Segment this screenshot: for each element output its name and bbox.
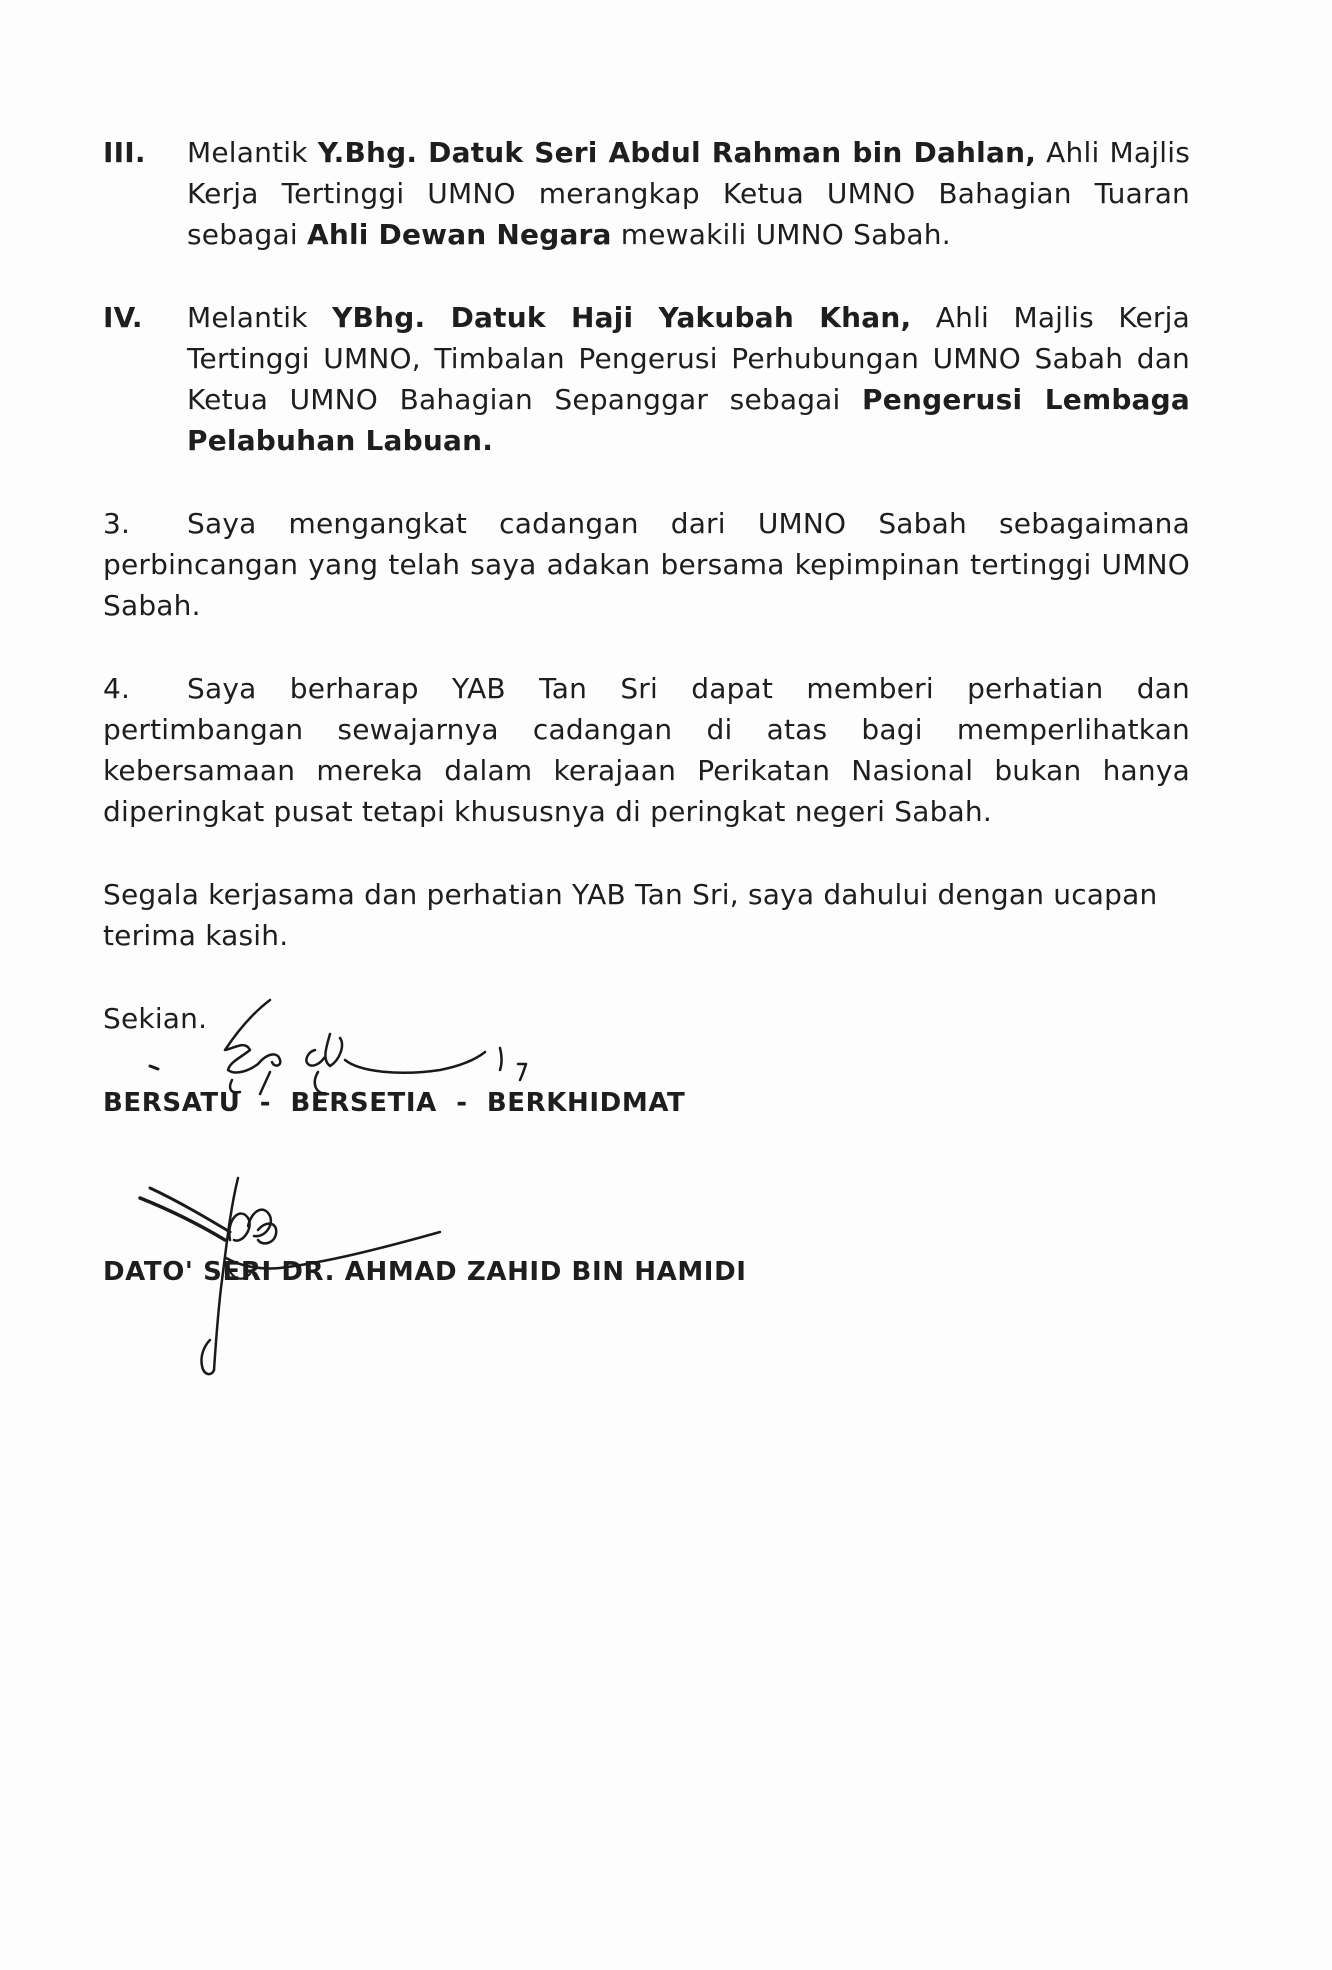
text-run-bold: YBhg. Datuk Haji Yakubah Khan, xyxy=(332,301,912,334)
signatory-name: DATO' SERI DR. AHMAD ZAHID BIN HAMIDI xyxy=(103,1257,747,1287)
text-run-bold: Y.Bhg. Datuk Seri Abdul Rahman bin Dahlan, xyxy=(317,136,1037,169)
paragraph-4 xyxy=(103,668,1190,832)
letter-body xyxy=(103,132,1190,1293)
closing-paragraph: Segala kerjasama dan perhatian YAB Tan Sri, saya dahului dengan ucapan terima kasih. xyxy=(103,878,1158,952)
paragraph-number: 4. xyxy=(103,672,131,705)
item-number: IV. xyxy=(103,301,143,334)
text-run: Melantik xyxy=(187,301,333,334)
motto: BERSATU - BERSETIA - BERKHIDMAT xyxy=(103,1088,686,1118)
text-run-bold: Pengerusi Lembaga Pelabuhan Labuan. xyxy=(187,383,1190,457)
signature-space xyxy=(103,1124,1190,1252)
list-item-iii xyxy=(103,132,1190,255)
paragraph-text: Saya berharap YAB Tan Sri dapat memberi perhatian dan pertimbangan sewajarnya cadangan di atas bagi memperlihatkan kebersamaan mereka dalam kerajaan Perikatan Nasional bukan hanya diperingkat pusat tetapi khususnya di peringkat negeri Sabah. xyxy=(103,672,1190,828)
item-number: III. xyxy=(103,136,146,169)
list-item-iv xyxy=(103,297,1190,461)
item-text xyxy=(187,132,1190,255)
text-run-bold: Ahli Dewan Negara xyxy=(306,218,612,251)
text-run: mewakili UMNO Sabah. xyxy=(611,218,951,251)
text-run: Ahli Majlis Kerja Tertinggi UMNO, Timbalan Pengerusi Perhubungan UMNO Sabah dan Ketua UMNO Bahagian Sepanggar sebagai xyxy=(187,301,1190,416)
paragraph-text: Saya mengangkat cadangan dari UMNO Sabah sebagaimana perbincangan yang telah saya adakan bersama kepimpinan tertinggi UMNO Sabah. xyxy=(103,507,1190,622)
paragraph-number: 3. xyxy=(103,507,131,540)
item-text xyxy=(187,297,1190,461)
text-run: Melantik xyxy=(187,136,318,169)
paragraph-3 xyxy=(103,503,1190,626)
text-run: Ahli Majlis Kerja Tertinggi UMNO merangkap Ketua UMNO Bahagian Tuaran sebagai xyxy=(187,136,1190,251)
sekian-text: Sekian. xyxy=(103,1002,208,1035)
signature-block xyxy=(103,998,1190,1293)
